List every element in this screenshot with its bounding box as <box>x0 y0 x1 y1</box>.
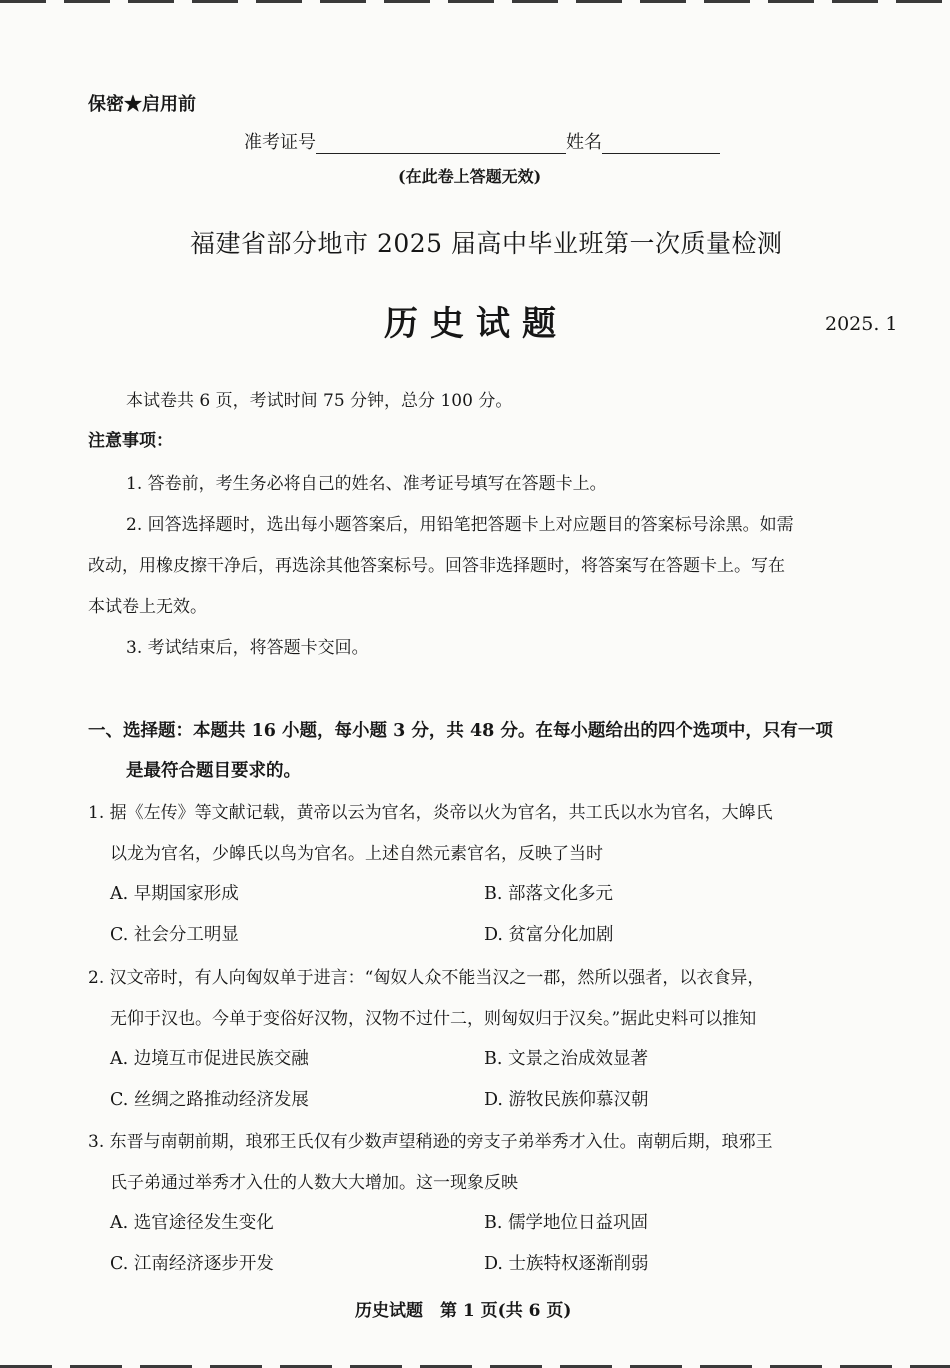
exam-title: 福建省部分地市 2025 届高中毕业班第一次质量检测 <box>190 229 783 258</box>
name-field[interactable] <box>602 133 720 154</box>
scan-top-border <box>0 0 950 3</box>
admission-number-label: 准考证号 <box>244 132 316 153</box>
secrecy-label: 保密★启用前 <box>88 94 196 115</box>
question-2-text: 2. 汉文帝时，有人向匈奴单于进言：“匈奴人众不能当汉之一郡，然所以强者，以衣食异， <box>88 968 765 988</box>
question-1-option-c: C. 社会分工明显 <box>110 925 239 945</box>
question-1-text: 1. 据《左传》等文献记载，黄帝以云为官名，炎帝以火为官名，共工氏以水为官名，大皞氏 <box>88 803 773 823</box>
invalid-note: (在此卷上答题无效) <box>398 167 542 186</box>
notice-item: 改动，用橡皮擦干净后，再选涂其他答案标号。回答非选择题时，将答案写在答题卡上。写在 <box>88 556 785 576</box>
subject-title: 历史试题 <box>384 304 568 344</box>
question-2-text: 无仰于汉也。今单于变俗好汉物，汉物不过什二，则匈奴归于汉矣。”据此史料可以推知 <box>110 1009 757 1029</box>
question-2-option-c: C. 丝绸之路推动经济发展 <box>110 1090 309 1110</box>
question-3-option-b: B. 儒学地位日益巩固 <box>484 1213 648 1233</box>
notice-item: 本试卷上无效。 <box>88 597 207 617</box>
notice-item: 2. 回答选择题时，选出每小题答案后，用铅笔把答题卡上对应题目的答案标号涂黑。如需 <box>126 515 794 535</box>
page-footer: 历史试题 第 1 页(共 6 页) <box>355 1301 572 1321</box>
question-1-option-b: B. 部落文化多元 <box>484 884 613 904</box>
question-3-text: 氏子弟通过举秀才入仕的人数大大增加。这一现象反映 <box>110 1173 518 1193</box>
question-2-option-d: D. 游牧民族仰慕汉朝 <box>484 1090 649 1110</box>
exam-info-line <box>244 128 720 154</box>
name-label: 姓名 <box>566 132 602 153</box>
exam-date: 2025. 1 <box>825 313 898 335</box>
admission-number-field[interactable] <box>316 133 566 154</box>
notice-item: 3. 考试结束后，将答题卡交回。 <box>126 638 369 658</box>
intro-text: 本试卷共 6 页，考试时间 75 分钟，总分 100 分。 <box>126 391 513 411</box>
question-1-option-d: D. 贫富分化加剧 <box>484 925 614 945</box>
question-3-option-d: D. 士族特权逐渐削弱 <box>484 1254 649 1274</box>
notice-title: 注意事项： <box>88 431 173 451</box>
question-3-text: 3. 东晋与南朝前期，琅邪王氏仅有少数声望稍逊的旁支子弟举秀才入仕。南朝后期，琅邪王 <box>88 1132 773 1152</box>
question-2-option-a: A. 边境互市促进民族交融 <box>110 1049 309 1069</box>
section-heading: 一、选择题：本题共 16 小题，每小题 3 分，共 48 分。在每小题给出的四个选项中，只有一项 <box>88 721 833 741</box>
question-3-option-a: A. 选官途径发生变化 <box>110 1213 274 1233</box>
question-3-option-c: C. 江南经济逐步开发 <box>110 1254 274 1274</box>
notice-item: 1. 答卷前，考生务必将自己的姓名、准考证号填写在答题卡上。 <box>126 474 607 494</box>
question-1-option-a: A. 早期国家形成 <box>110 884 239 904</box>
question-2-option-b: B. 文景之治成效显著 <box>484 1049 648 1069</box>
section-heading-cont: 是最符合题目要求的。 <box>126 761 301 781</box>
question-1-text: 以龙为官名，少皞氏以鸟为官名。上述自然元素官名，反映了当时 <box>110 844 603 864</box>
